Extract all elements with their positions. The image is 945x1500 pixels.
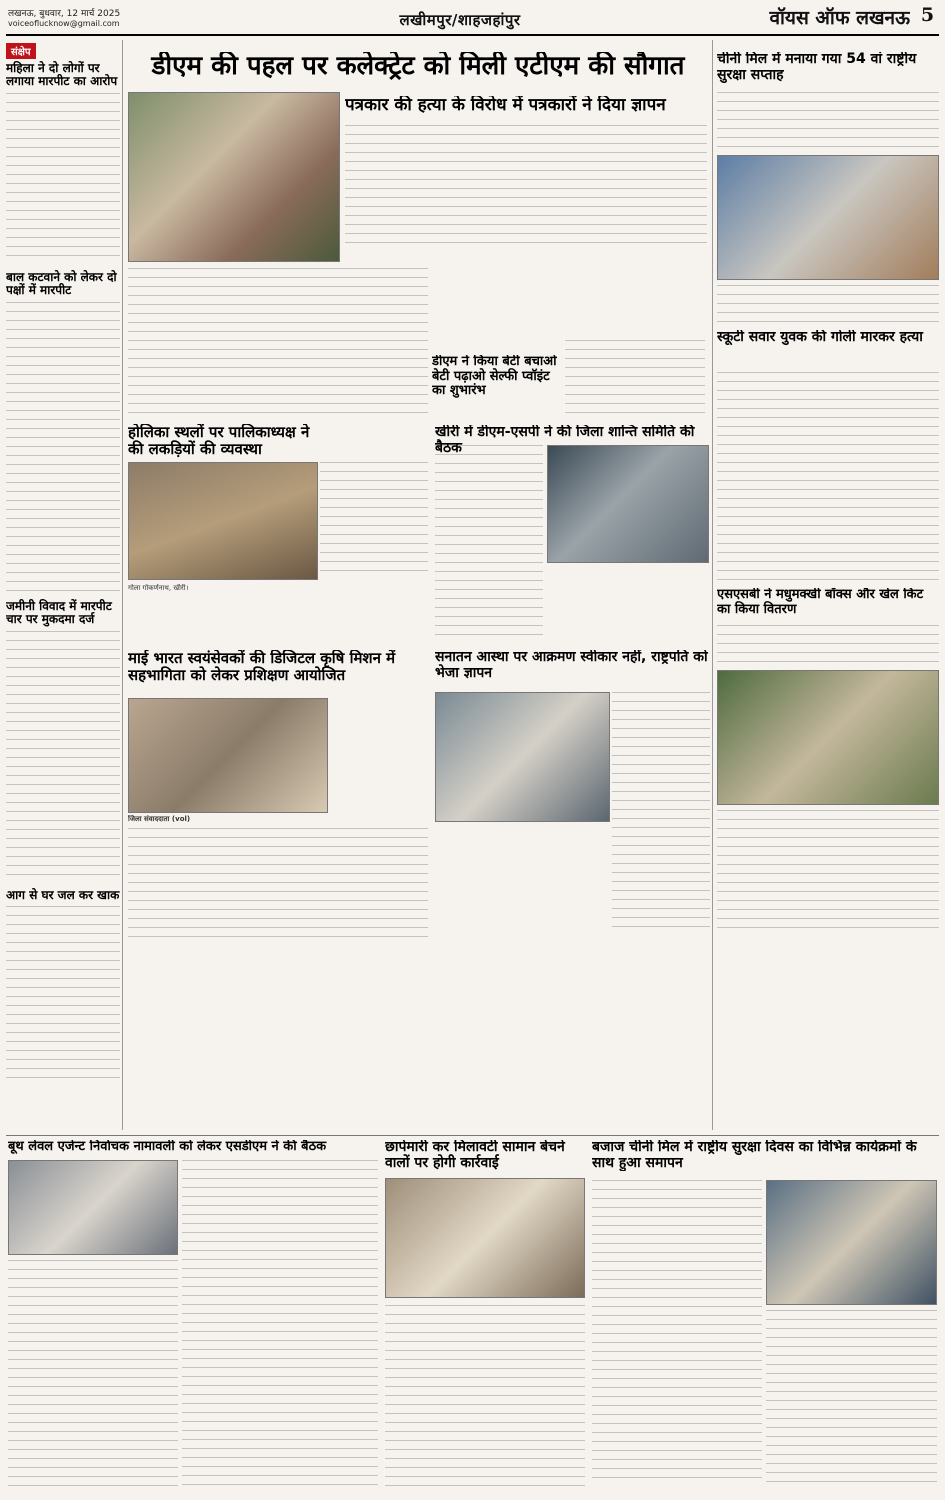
email: voiceoflucknow@gmail.com: [8, 19, 120, 28]
text-block: [6, 93, 120, 263]
text-block: [435, 445, 543, 635]
text-block: [8, 1260, 178, 1490]
sankshep-headline-3: जमीनी विवाद में मारपीट चार पर मुकदमा दर्ज: [6, 598, 112, 627]
text-block: [385, 1305, 585, 1490]
holika-photo: [128, 462, 318, 580]
krishi-headline: माई भारत स्वयंसेवकों की डिजिटल कृषि मिशन में सहभागिता को लेकर प्रशिक्षण आयोजित: [128, 650, 396, 684]
bajaj-photo: [766, 1180, 937, 1305]
khiri-photo: [547, 445, 709, 563]
milawati-photo: [385, 1178, 585, 1298]
scooty-headline: स्कूटी सवार युवक की गोली मारकर हत्या: [717, 330, 923, 345]
rashtriya-headline: चीनी मिल में मनाया गया 54 वां राष्ट्रीय सुरक्षा सप्ताह: [717, 52, 917, 83]
beti-headline: डीएम ने किया बेटी बचाओ बेटी पढ़ाओ सेल्फी प्वॉइंट का शुभारंभ: [432, 355, 557, 399]
text-block: [320, 462, 428, 572]
text-block: [182, 1160, 378, 1490]
column-rule: [122, 40, 123, 1130]
text-block: [592, 1180, 762, 1480]
ssb-photo: [717, 670, 939, 805]
sankshep-column: [6, 40, 120, 1130]
text-block: [612, 692, 710, 932]
sankshep-headline-4: आग से घर जल कर खाक: [6, 887, 120, 902]
sanatan-headline: सनातन आस्था पर आक्रमण स्वीकार नहीं, राष्ट्रपति को भेजा ज्ञापन: [435, 650, 708, 681]
text-block: [128, 828, 428, 938]
sankshep-headline-1: महिला ने दो लोगों पर लगाया मारपीट का आरोप: [6, 61, 118, 89]
bajaj-headline: बजाज चीनी मिल में राष्ट्रीय सुरक्षा दिवस का विभिन्न कार्यक्रमों के साथ हुआ समापन: [592, 1140, 917, 1171]
text-block: [717, 92, 939, 152]
text-block: [717, 810, 939, 930]
milawati-headline: छापेमारी कर मिलावटी सामान बेचने वालों पर होगी कार्रवाई: [385, 1140, 565, 1171]
section-title: लखीमपुर/शाहजहांपुर: [399, 11, 521, 29]
column-rule: [712, 40, 713, 1130]
lead-subheadline: पत्रकार की हत्या के विरोध में पत्रकारों ने दिया ज्ञापन: [345, 96, 666, 115]
text-block: [717, 372, 939, 582]
text-block: [345, 125, 707, 245]
sanatan-photo: [435, 692, 610, 822]
paper-name: वॉयस ऑफ लखनऊ: [769, 7, 910, 29]
blo-headline: बूथ लेवल एजेन्ट निर्वाचक नामावली को लेकर एसडीएम ने की बैठक: [8, 1140, 327, 1154]
sankshep-label: संक्षेप: [6, 43, 36, 59]
text-block: [766, 1310, 937, 1490]
page-number: 5: [920, 4, 935, 26]
krishi-label: जिला संवाददाता (vol): [128, 815, 191, 823]
blo-photo: [8, 1160, 178, 1255]
text-block: [128, 268, 428, 418]
text-block: [6, 906, 120, 1086]
dateline: लखनऊ, बुधवार, 12 मार्च 2025: [8, 9, 121, 19]
text-block: [717, 625, 939, 665]
khiri-headline: खीरी में डीएम-एसपी ने की जिला शान्ति समिति की बैठक: [435, 425, 695, 456]
lead-caption: गोला गोकर्णनाथ, खीरी।: [128, 584, 189, 592]
lead-headline: डीएम की पहल पर कलेक्ट्रेट को मिली एटीएम की सौगात: [151, 52, 685, 81]
header-rule: [6, 34, 939, 36]
text-block: [717, 285, 939, 325]
lead-photo: [128, 92, 340, 262]
text-block: [6, 631, 120, 881]
holika-headline: होलिका स्थलों पर पालिकाध्यक्ष ने की लकड़ियों की व्यवस्था: [128, 424, 310, 458]
ssb-headline: एसएसबी ने मधुमक्खी बॉक्स और खेल किट का किया वितरण: [717, 588, 924, 617]
rashtriya-photo: [717, 155, 939, 280]
text-block: [565, 340, 705, 420]
krishi-photo: [128, 698, 328, 813]
sankshep-headline-2: बाल कटवाने को लेकर दो पक्षों में मारपीट: [6, 269, 117, 298]
text-block: [6, 302, 120, 592]
bottom-rule: [6, 1135, 939, 1136]
